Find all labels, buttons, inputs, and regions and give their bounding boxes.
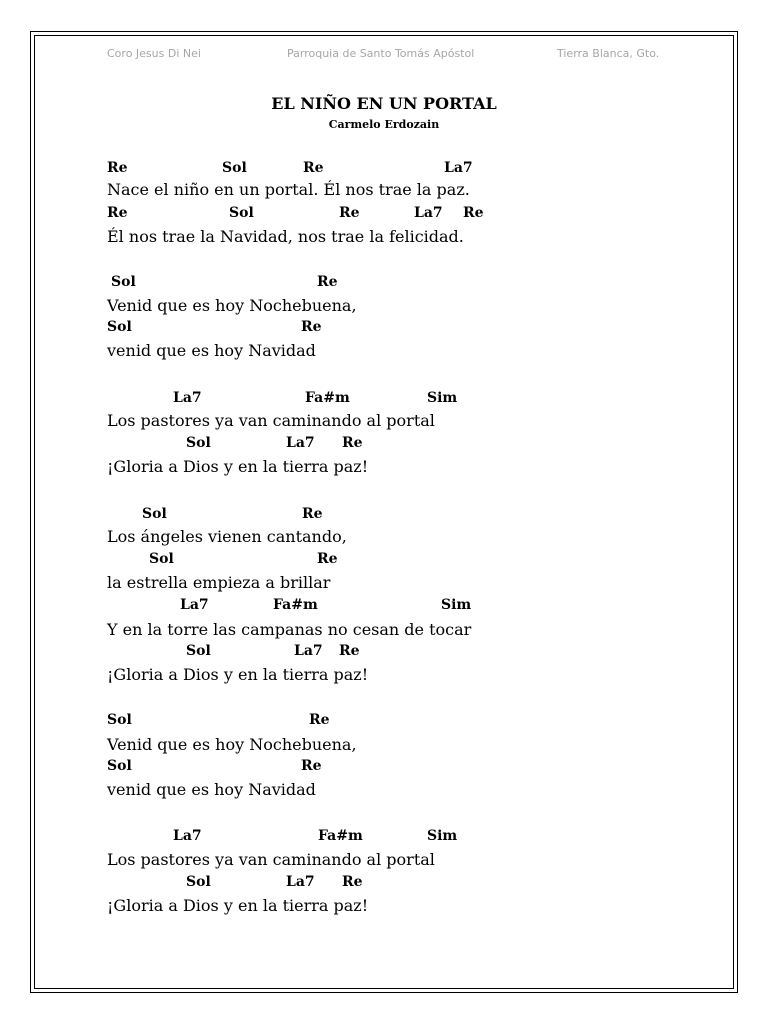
chord: Sol	[149, 551, 174, 567]
chord: Sol	[186, 435, 211, 451]
chord: Sol	[111, 274, 136, 290]
lyric-line: Nace el niño en un portal. Él nos trae la paz.	[107, 180, 470, 199]
chord: Sol	[107, 319, 132, 335]
header-choir-name: Coro Jesus Di Nei	[107, 47, 201, 60]
chord: La7	[180, 597, 209, 613]
chord: La7	[286, 874, 315, 890]
header-parish-name: Parroquia de Santo Tomás Apóstol	[287, 47, 475, 60]
lyric-line: venid que es hoy Navidad	[107, 780, 316, 799]
lyric-line: Venid que es hoy Nochebuena,	[107, 735, 357, 754]
lyric-line: la estrella empieza a brillar	[107, 573, 331, 592]
chord: Re	[463, 205, 484, 221]
chord: La7	[414, 205, 443, 221]
lyric-line: ¡Gloria a Dios y en la tierra paz!	[107, 896, 369, 915]
chord: Re	[301, 319, 322, 335]
chord: La7	[444, 160, 473, 176]
chord: Fa#m	[305, 390, 350, 406]
chord: Sol	[186, 874, 211, 890]
lyric-line: Venid que es hoy Nochebuena,	[107, 296, 357, 315]
chord: Re	[317, 274, 338, 290]
chord: Re	[301, 758, 322, 774]
chord: Fa#m	[273, 597, 318, 613]
chord: Re	[339, 205, 360, 221]
lyric-line: Los pastores ya van caminando al portal	[107, 850, 435, 869]
lyric-line: ¡Gloria a Dios y en la tierra paz!	[107, 457, 369, 476]
chord: Sim	[427, 390, 458, 406]
lyric-line: Los ángeles vienen cantando,	[107, 527, 347, 546]
lyric-line: Los pastores ya van caminando al portal	[107, 411, 435, 430]
chord: Re	[309, 712, 330, 728]
lyric-line: Él nos trae la Navidad, nos trae la felicidad.	[107, 227, 464, 246]
chord: La7	[173, 828, 202, 844]
page-border-inner	[34, 35, 734, 989]
chord: Re	[342, 435, 363, 451]
chord: Sol	[186, 643, 211, 659]
lyric-line: Y en la torre las campanas no cesan de tocar	[107, 620, 472, 639]
chord: Re	[303, 160, 324, 176]
chord: Re	[317, 551, 338, 567]
header-location: Tierra Blanca, Gto.	[557, 47, 660, 60]
lyric-line: ¡Gloria a Dios y en la tierra paz!	[107, 665, 369, 684]
chord: La7	[286, 435, 315, 451]
chord: Fa#m	[318, 828, 363, 844]
chord: Re	[107, 205, 128, 221]
chord: Re	[342, 874, 363, 890]
chord: Re	[107, 160, 128, 176]
chord: Re	[302, 506, 323, 522]
song-title: EL NIÑO EN UN PORTAL	[271, 94, 497, 113]
chord: Sim	[427, 828, 458, 844]
song-author: Carmelo Erdozain	[328, 118, 440, 131]
chord: Sol	[229, 205, 254, 221]
chord: Sol	[222, 160, 247, 176]
chord: Re	[339, 643, 360, 659]
chord: Sol	[142, 506, 167, 522]
lyric-line: venid que es hoy Navidad	[107, 341, 316, 360]
chord: Sim	[441, 597, 472, 613]
chord: La7	[294, 643, 323, 659]
chord: Sol	[107, 758, 132, 774]
chord: Sol	[107, 712, 132, 728]
chord: La7	[173, 390, 202, 406]
